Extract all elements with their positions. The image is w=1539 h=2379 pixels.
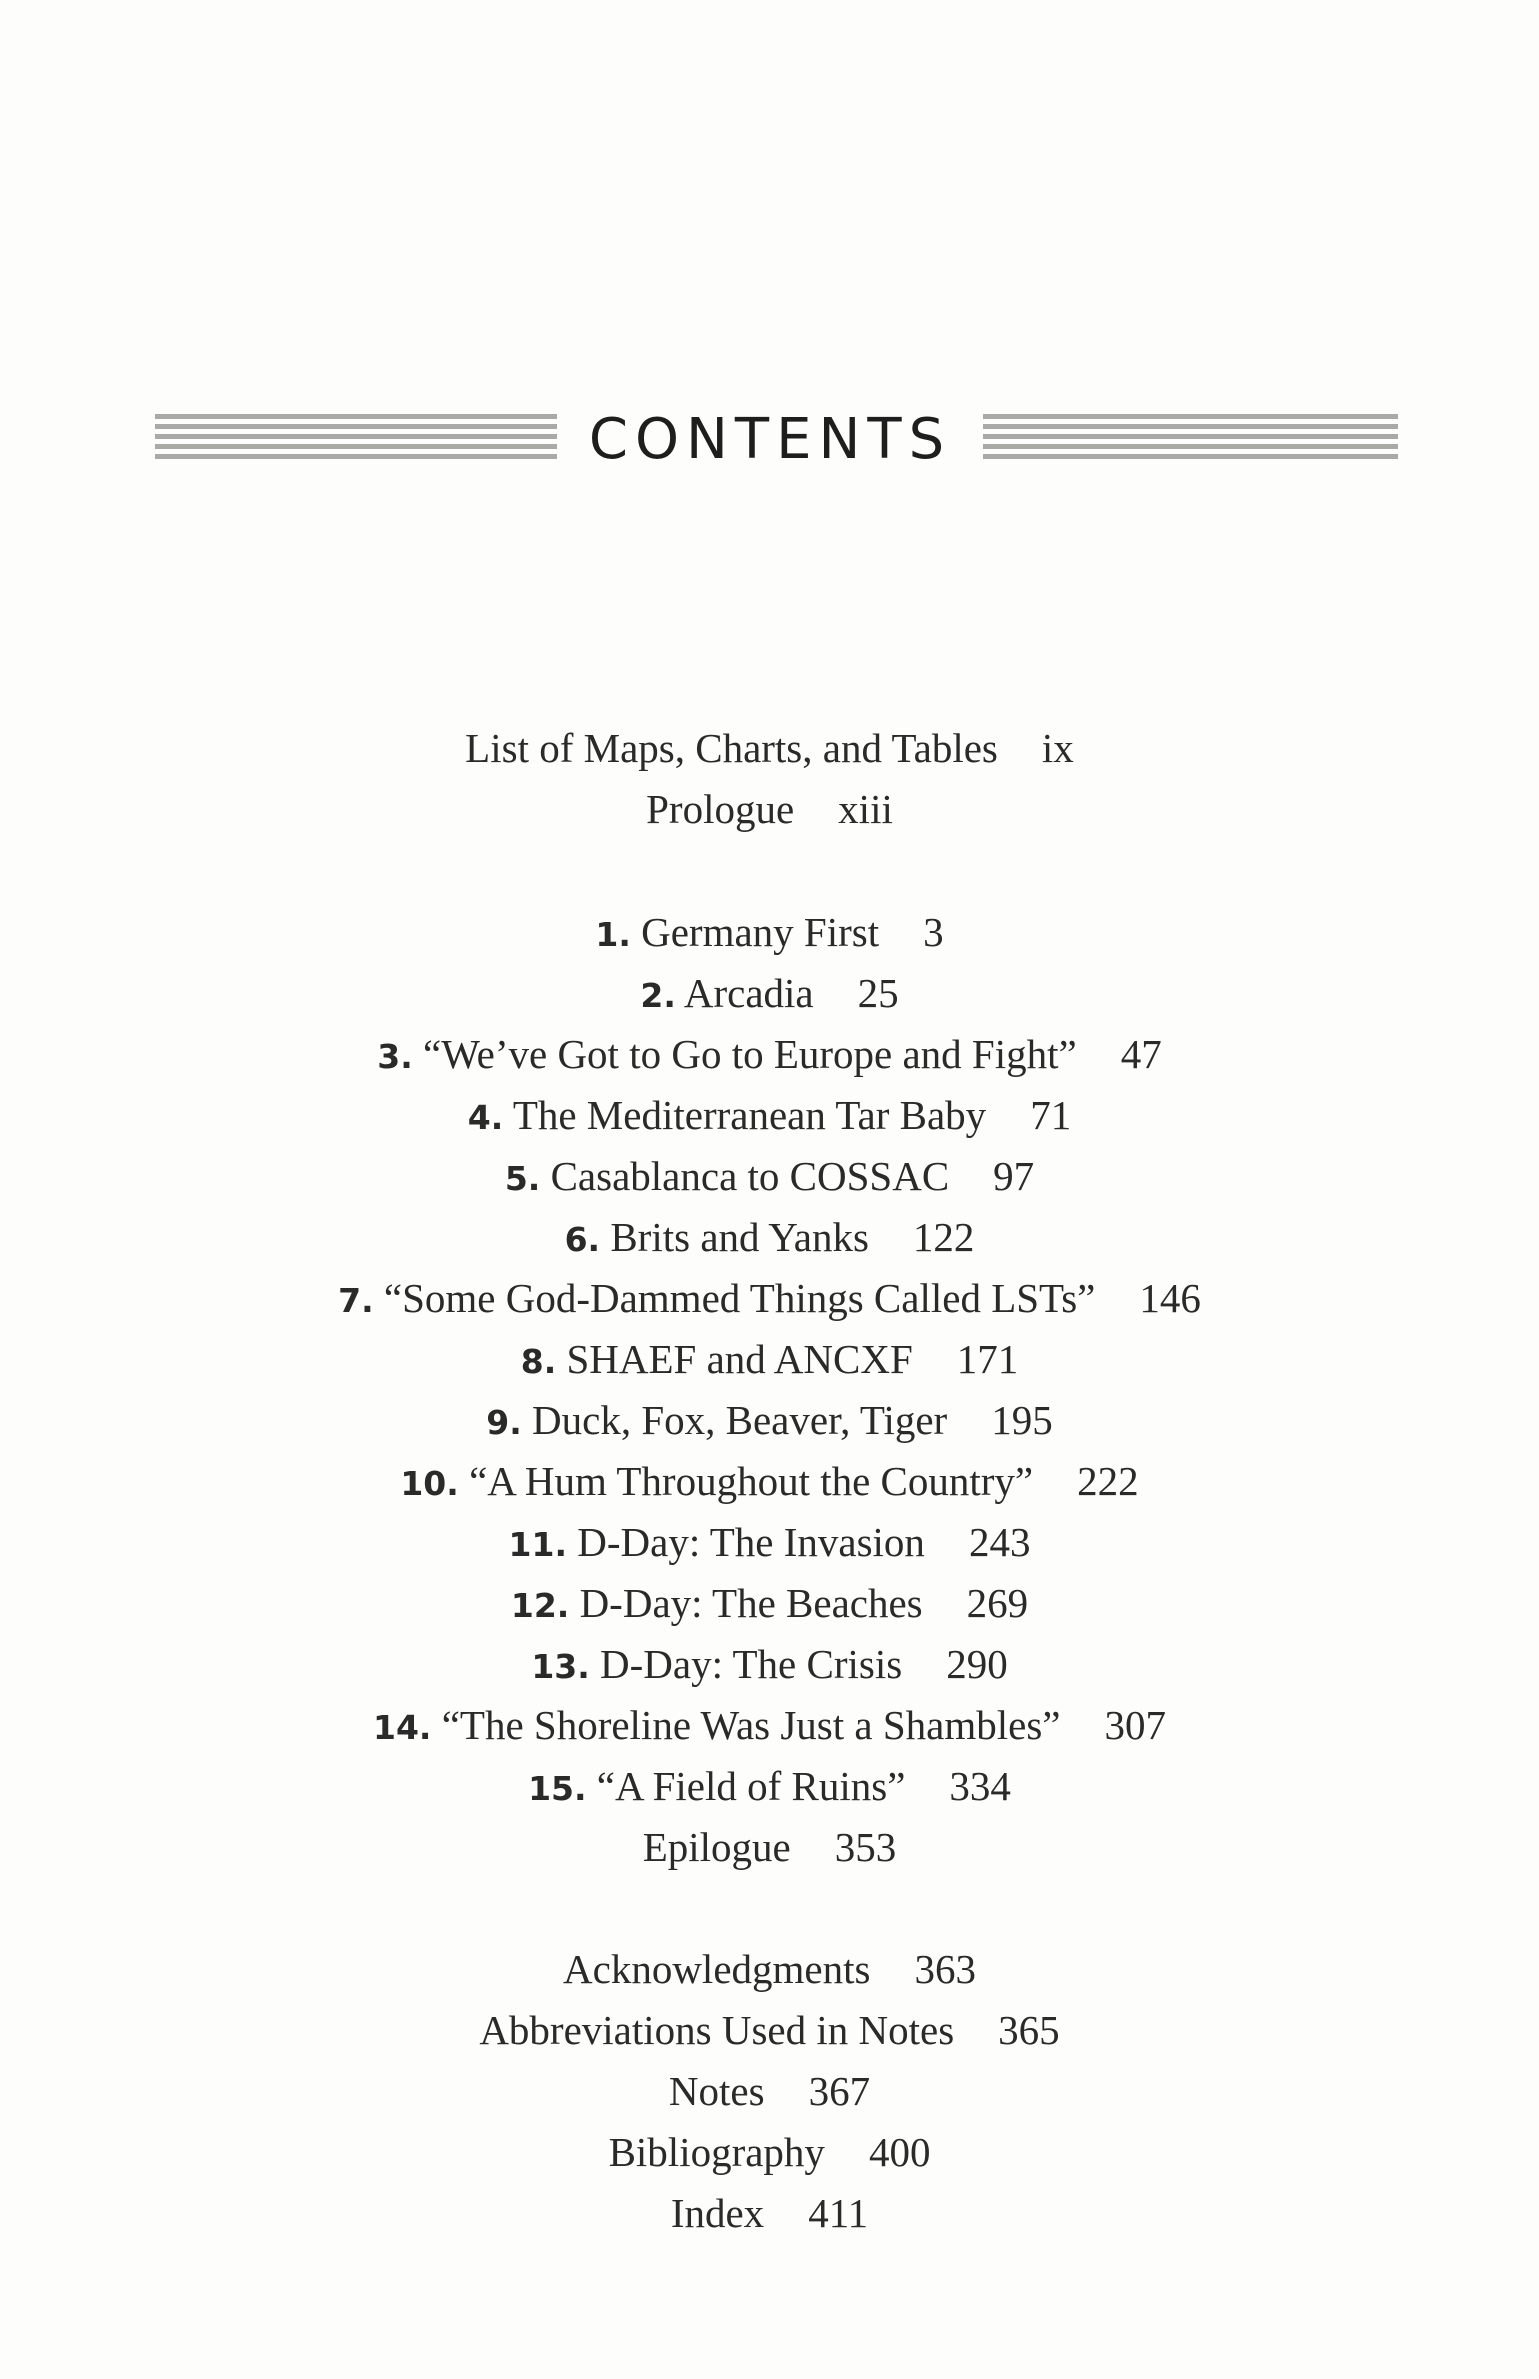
entry-page: 97 [993,1153,1035,1199]
decorative-rule-right [983,414,1398,464]
entry-page: 222 [1077,1458,1139,1504]
toc-entry-epilogue [0,1821,1539,1873]
chapter-number: 3. [377,1037,413,1076]
decorative-rule-left [155,414,557,464]
toc-entry-back-matter [0,2126,1539,2178]
entry-title: “The Shoreline Was Just a Shambles” [441,1702,1061,1748]
entry-title: “We’ve Got to Go to Europe and Fight” [423,1031,1077,1077]
entry-page: 363 [914,1946,976,1992]
entry-title: Index [670,2190,765,2236]
entry-title: List of Maps, Charts, and Tables [465,725,998,771]
entry-title: Epilogue [642,1824,791,1870]
entry-title: Bibliography [608,2129,825,2175]
toc-entry-back-matter [0,2187,1539,2239]
toc-entry-chapter [0,906,1539,961]
toc-entry-chapter [0,1516,1539,1571]
entry-title: The Mediterranean Tar Baby [512,1092,987,1138]
entry-page: 195 [991,1397,1053,1443]
entry-page: 367 [808,2068,871,2114]
chapter-number: 9. [486,1403,522,1442]
entry-title: Acknowledgments [563,1946,871,1992]
entry-title: D-Day: The Beaches [579,1580,923,1626]
toc-entry-chapter [0,1394,1539,1449]
entry-page: 122 [912,1214,975,1260]
entry-page: 334 [949,1763,1011,1809]
chapter-number: 5. [504,1159,541,1198]
chapter-number: 4. [467,1098,504,1137]
entry-page: 71 [1030,1092,1072,1138]
chapter-number: 2. [640,976,676,1015]
chapter-number: 14. [372,1708,432,1747]
toc-entry-chapter [0,1577,1539,1632]
entry-title: Notes [668,2068,765,2114]
chapter-number: 15. [528,1769,587,1808]
toc-entry-chapter [0,1211,1539,1266]
toc-entry-chapter [0,1028,1539,1083]
toc-entry-chapter [0,1699,1539,1754]
entry-page: 243 [968,1519,1031,1565]
entry-page: 3 [923,909,944,955]
entry-page: 269 [966,1580,1029,1626]
toc-entry-chapter [0,1089,1539,1144]
entry-title: D-Day: The Crisis [600,1641,903,1687]
toc-entry-back-matter [0,1943,1539,1995]
entry-page: 353 [834,1824,897,1870]
chapter-number: 10. [400,1464,459,1503]
toc-entry-chapter [0,1272,1539,1327]
chapter-number: 11. [508,1525,568,1564]
entry-title: “A Hum Throughout the Country” [469,1458,1034,1504]
chapter-number: 7. [338,1281,374,1320]
entry-title: Germany First [641,909,880,955]
toc-entry-back-matter [0,2004,1539,2056]
toc-entry-front-matter [0,783,1539,835]
entry-title: Abbreviations Used in Notes [479,2007,955,2053]
entry-page: ix [1041,725,1074,771]
entry-page: 307 [1104,1702,1166,1748]
entry-title: Casablanca to COSSAC [550,1153,950,1199]
toc-entry-chapter [0,1455,1539,1510]
toc-entry-back-matter [0,2065,1539,2117]
entry-page: 290 [946,1641,1008,1687]
contents-header [0,407,1539,472]
entry-title: Duck, Fox, Beaver, Tiger [532,1397,948,1443]
entry-title: Arcadia [683,970,814,1016]
entry-page: 25 [857,970,899,1016]
toc-entry-front-matter [0,722,1539,774]
entry-title: D-Day: The Invasion [577,1519,925,1565]
entry-page: 400 [868,2129,931,2175]
entry-page: xiii [838,786,893,832]
chapter-number: 6. [564,1220,601,1259]
page-title: CONTENTS [588,407,952,472]
entry-title: “Some God-Dammed Things Called LSTs” [383,1275,1096,1321]
toc-entry-chapter [0,1760,1539,1815]
entry-page: 411 [808,2190,869,2236]
entry-title: Brits and Yanks [610,1214,869,1260]
entry-title: Prologue [646,786,795,832]
chapter-number: 12. [510,1586,570,1625]
toc-entry-chapter [0,1333,1539,1388]
toc-entry-chapter [0,1638,1539,1693]
chapter-number: 13. [531,1647,590,1686]
chapter-number: 1. [595,915,631,954]
entry-page: 171 [956,1336,1019,1382]
entry-page: 365 [998,2007,1060,2053]
entry-page: 146 [1139,1275,1201,1321]
entry-page: 47 [1120,1031,1162,1077]
entry-title: SHAEF and ANCXF [566,1336,913,1382]
toc-entry-chapter [0,967,1539,1022]
entry-title: “A Field of Ruins” [596,1763,906,1809]
toc-entry-chapter [0,1150,1539,1205]
chapter-number: 8. [520,1342,557,1381]
